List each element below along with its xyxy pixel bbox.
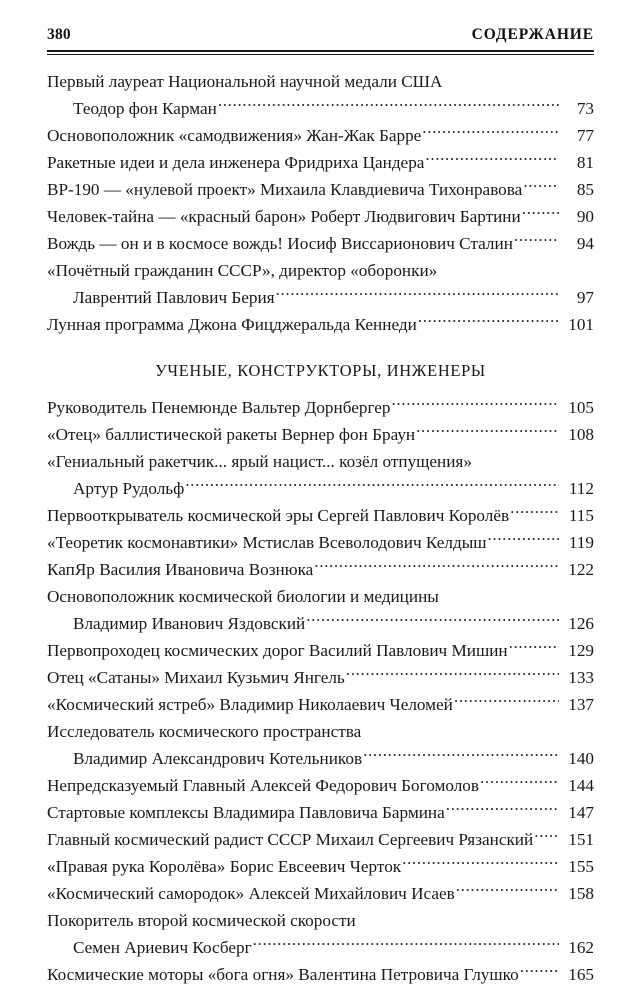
toc-entry[interactable]: [47, 68, 594, 95]
toc-entry-title: КапЯр Василия Ивановича Вознюка: [47, 560, 314, 580]
toc-entry-page: 137: [568, 695, 594, 715]
toc-entry-title: Лунная программа Джона Фицджеральда Кеннеди: [47, 315, 417, 335]
toc-entry[interactable]: [47, 448, 594, 475]
toc-entry-title: ВР-190 — «нулевой проект» Михаила Клавдиевича Тихонравова: [47, 180, 523, 200]
header-rule: [47, 50, 594, 55]
toc-leader-dots: [363, 747, 559, 764]
toc-leader-dots: [402, 855, 559, 872]
toc-entry-title: Первый лауреат Национальной научной медали США: [47, 72, 443, 92]
toc-entry[interactable]: [47, 853, 594, 880]
toc-entry[interactable]: [47, 907, 594, 934]
toc-entry[interactable]: [47, 637, 594, 664]
toc-entry-title: «Гениальный ракетчик... ярый нацист... козёл отпущения»: [47, 452, 472, 472]
toc-leader-dots: [422, 124, 559, 141]
toc-entry-title: Исследователь космического пространства: [47, 722, 362, 742]
toc-entry-page: 151: [568, 830, 594, 850]
toc-leader-dots: [346, 666, 559, 683]
toc-entry-title: Отец «Сатаны» Михаил Кузьмич Янгель: [47, 668, 345, 688]
toc-leader-dots: [487, 531, 559, 548]
toc-entry[interactable]: [47, 394, 594, 421]
toc-entry-page: 155: [568, 857, 594, 877]
toc-entry-title: Основоположник космической биологии и медицины: [47, 587, 439, 607]
toc-entry-title: Руководитель Пенемюнде Вальтер Дорнбергер: [47, 398, 391, 418]
toc-leader-dots: [314, 558, 559, 575]
toc-entry[interactable]: [47, 149, 594, 176]
toc-entry-title: «Правая рука Королёва» Борис Евсеевич Черток: [47, 857, 402, 877]
toc-entry[interactable]: [47, 284, 594, 311]
toc-entry-page: 115: [568, 506, 594, 526]
toc-entry-title: Вождь — он и в космосе вождь! Иосиф Виссарионович Сталин: [47, 234, 513, 254]
toc-leader-dots: [418, 313, 559, 330]
toc-leader-dots: [306, 612, 559, 629]
toc-leader-dots: [218, 97, 559, 114]
toc-entry[interactable]: [47, 826, 594, 853]
toc-entry[interactable]: [47, 610, 594, 637]
toc-entry-page: 112: [568, 479, 594, 499]
table-of-contents: [47, 68, 594, 988]
toc-entry-title: Первопроходец космических дорог Василий Павлович Мишин: [47, 641, 508, 661]
toc-entry-page: 105: [568, 398, 594, 418]
toc-leader-dots: [509, 639, 559, 656]
toc-entry-page: 85: [576, 180, 594, 200]
toc-entry-title: Владимир Иванович Яздовский: [73, 614, 306, 634]
toc-entry-title: Непредсказуемый Главный Алексей Федорович Богомолов: [47, 776, 480, 796]
toc-entry[interactable]: [47, 934, 594, 961]
toc-entry-page: 162: [568, 938, 594, 958]
toc-leader-dots: [446, 801, 559, 818]
toc-entry[interactable]: [47, 230, 594, 257]
toc-entry[interactable]: [47, 95, 594, 122]
running-head: [47, 26, 594, 48]
toc-entry-title: Теодор фон Карман: [73, 99, 217, 119]
header-rule-lower: [47, 54, 594, 55]
toc-entry[interactable]: [47, 691, 594, 718]
toc-entry[interactable]: [47, 421, 594, 448]
toc-entry-title: Лаврентий Павлович Берия: [73, 288, 275, 308]
toc-entry[interactable]: [47, 961, 594, 988]
toc-entry[interactable]: [47, 718, 594, 745]
toc-entry-title: Покоритель второй космической скорости: [47, 911, 356, 931]
toc-entry-page: 97: [576, 288, 594, 308]
toc-entry-page: 101: [568, 315, 594, 335]
toc-entry-page: 73: [576, 99, 594, 119]
toc-entry[interactable]: [47, 311, 594, 338]
toc-entry[interactable]: [47, 502, 594, 529]
toc-entry[interactable]: [47, 257, 594, 284]
toc-entry-title: Главный космический радист СССР Михаил Сергеевич Рязанский: [47, 830, 534, 850]
toc-leader-dots: [185, 477, 559, 494]
section-heading: УЧЕНЫЕ, КОНСТРУКТОРЫ, ИНЖЕНЕРЫ: [155, 361, 486, 381]
toc-entry[interactable]: [47, 880, 594, 907]
toc-entry-title: «Почётный гражданин СССР», директор «оборонки»: [47, 261, 438, 281]
toc-entry-title: Артур Рудольф: [73, 479, 185, 499]
toc-entry-page: 129: [568, 641, 594, 661]
toc-leader-dots: [416, 423, 559, 440]
toc-leader-dots: [534, 828, 559, 845]
toc-entry[interactable]: [47, 583, 594, 610]
toc-entry-page: 165: [568, 965, 594, 985]
toc-entry-title: Космические моторы «бога огня» Валентина Петровича Глушко: [47, 965, 519, 985]
toc-entry[interactable]: [47, 176, 594, 203]
toc-leader-dots: [454, 693, 559, 710]
toc-leader-dots: [514, 232, 559, 249]
page-number: 380: [47, 26, 71, 43]
toc-leader-dots: [522, 205, 559, 222]
toc-entry-page: 144: [568, 776, 594, 796]
toc-entry-page: 77: [576, 126, 594, 146]
running-head-title: СОДЕРЖАНИЕ: [471, 26, 594, 43]
toc-entry[interactable]: [47, 799, 594, 826]
toc-entry-page: 81: [576, 153, 594, 173]
toc-entry[interactable]: [47, 475, 594, 502]
toc-entry-page: 90: [576, 207, 594, 227]
toc-leader-dots: [276, 286, 559, 303]
toc-leader-dots: [253, 936, 559, 953]
toc-entry[interactable]: [47, 203, 594, 230]
toc-entry-page: 119: [568, 533, 594, 553]
toc-leader-dots: [456, 882, 559, 899]
toc-leader-dots: [392, 396, 560, 413]
toc-entry[interactable]: [47, 772, 594, 799]
toc-entry-title: Основоположник «самодвижения» Жан-Жак Барре: [47, 126, 422, 146]
toc-entry-title: «Космический ястреб» Владимир Николаевич Челомей: [47, 695, 453, 715]
toc-leader-dots: [520, 963, 559, 980]
toc-entry-title: «Космический самородок» Алексей Михайлович Исаев: [47, 884, 455, 904]
toc-leader-dots: [425, 151, 559, 168]
toc-entry[interactable]: [47, 745, 594, 772]
toc-entry-title: Человек-тайна — «красный барон» Роберт Людвигович Бартини: [47, 207, 521, 227]
toc-entry[interactable]: [47, 122, 594, 149]
toc-leader-dots: [480, 774, 559, 791]
toc-entry-page: 94: [576, 234, 594, 254]
toc-entry-title: Стартовые комплексы Владимира Павловича Бармина: [47, 803, 445, 823]
toc-entry-title: «Отец» баллистической ракеты Вернер фон Браун: [47, 425, 416, 445]
toc-entry-page: 126: [568, 614, 594, 634]
toc-entry[interactable]: [47, 556, 594, 583]
toc-entry-page: 140: [568, 749, 594, 769]
toc-entry[interactable]: [47, 664, 594, 691]
toc-entry-page: 158: [568, 884, 594, 904]
toc-entry-title: «Теоретик космонавтики» Мстислав Всеволодович Келдыш: [47, 533, 487, 553]
toc-leader-dots: [523, 178, 559, 195]
toc-entry-page: 147: [568, 803, 594, 823]
toc-entry-title: Ракетные идеи и дела инженера Фридриха Цандера: [47, 153, 425, 173]
toc-entry-title: Семен Ариевич Косберг: [73, 938, 252, 958]
toc-entry-page: 122: [568, 560, 594, 580]
toc-entry[interactable]: [47, 529, 594, 556]
toc-entry-page: 133: [568, 668, 594, 688]
toc-entry-title: Владимир Александрович Котельников: [73, 749, 363, 769]
toc-entry-page: 108: [568, 425, 594, 445]
toc-entry-title: Первооткрыватель космической эры Сергей Павлович Королёв: [47, 506, 510, 526]
toc-leader-dots: [510, 504, 559, 521]
